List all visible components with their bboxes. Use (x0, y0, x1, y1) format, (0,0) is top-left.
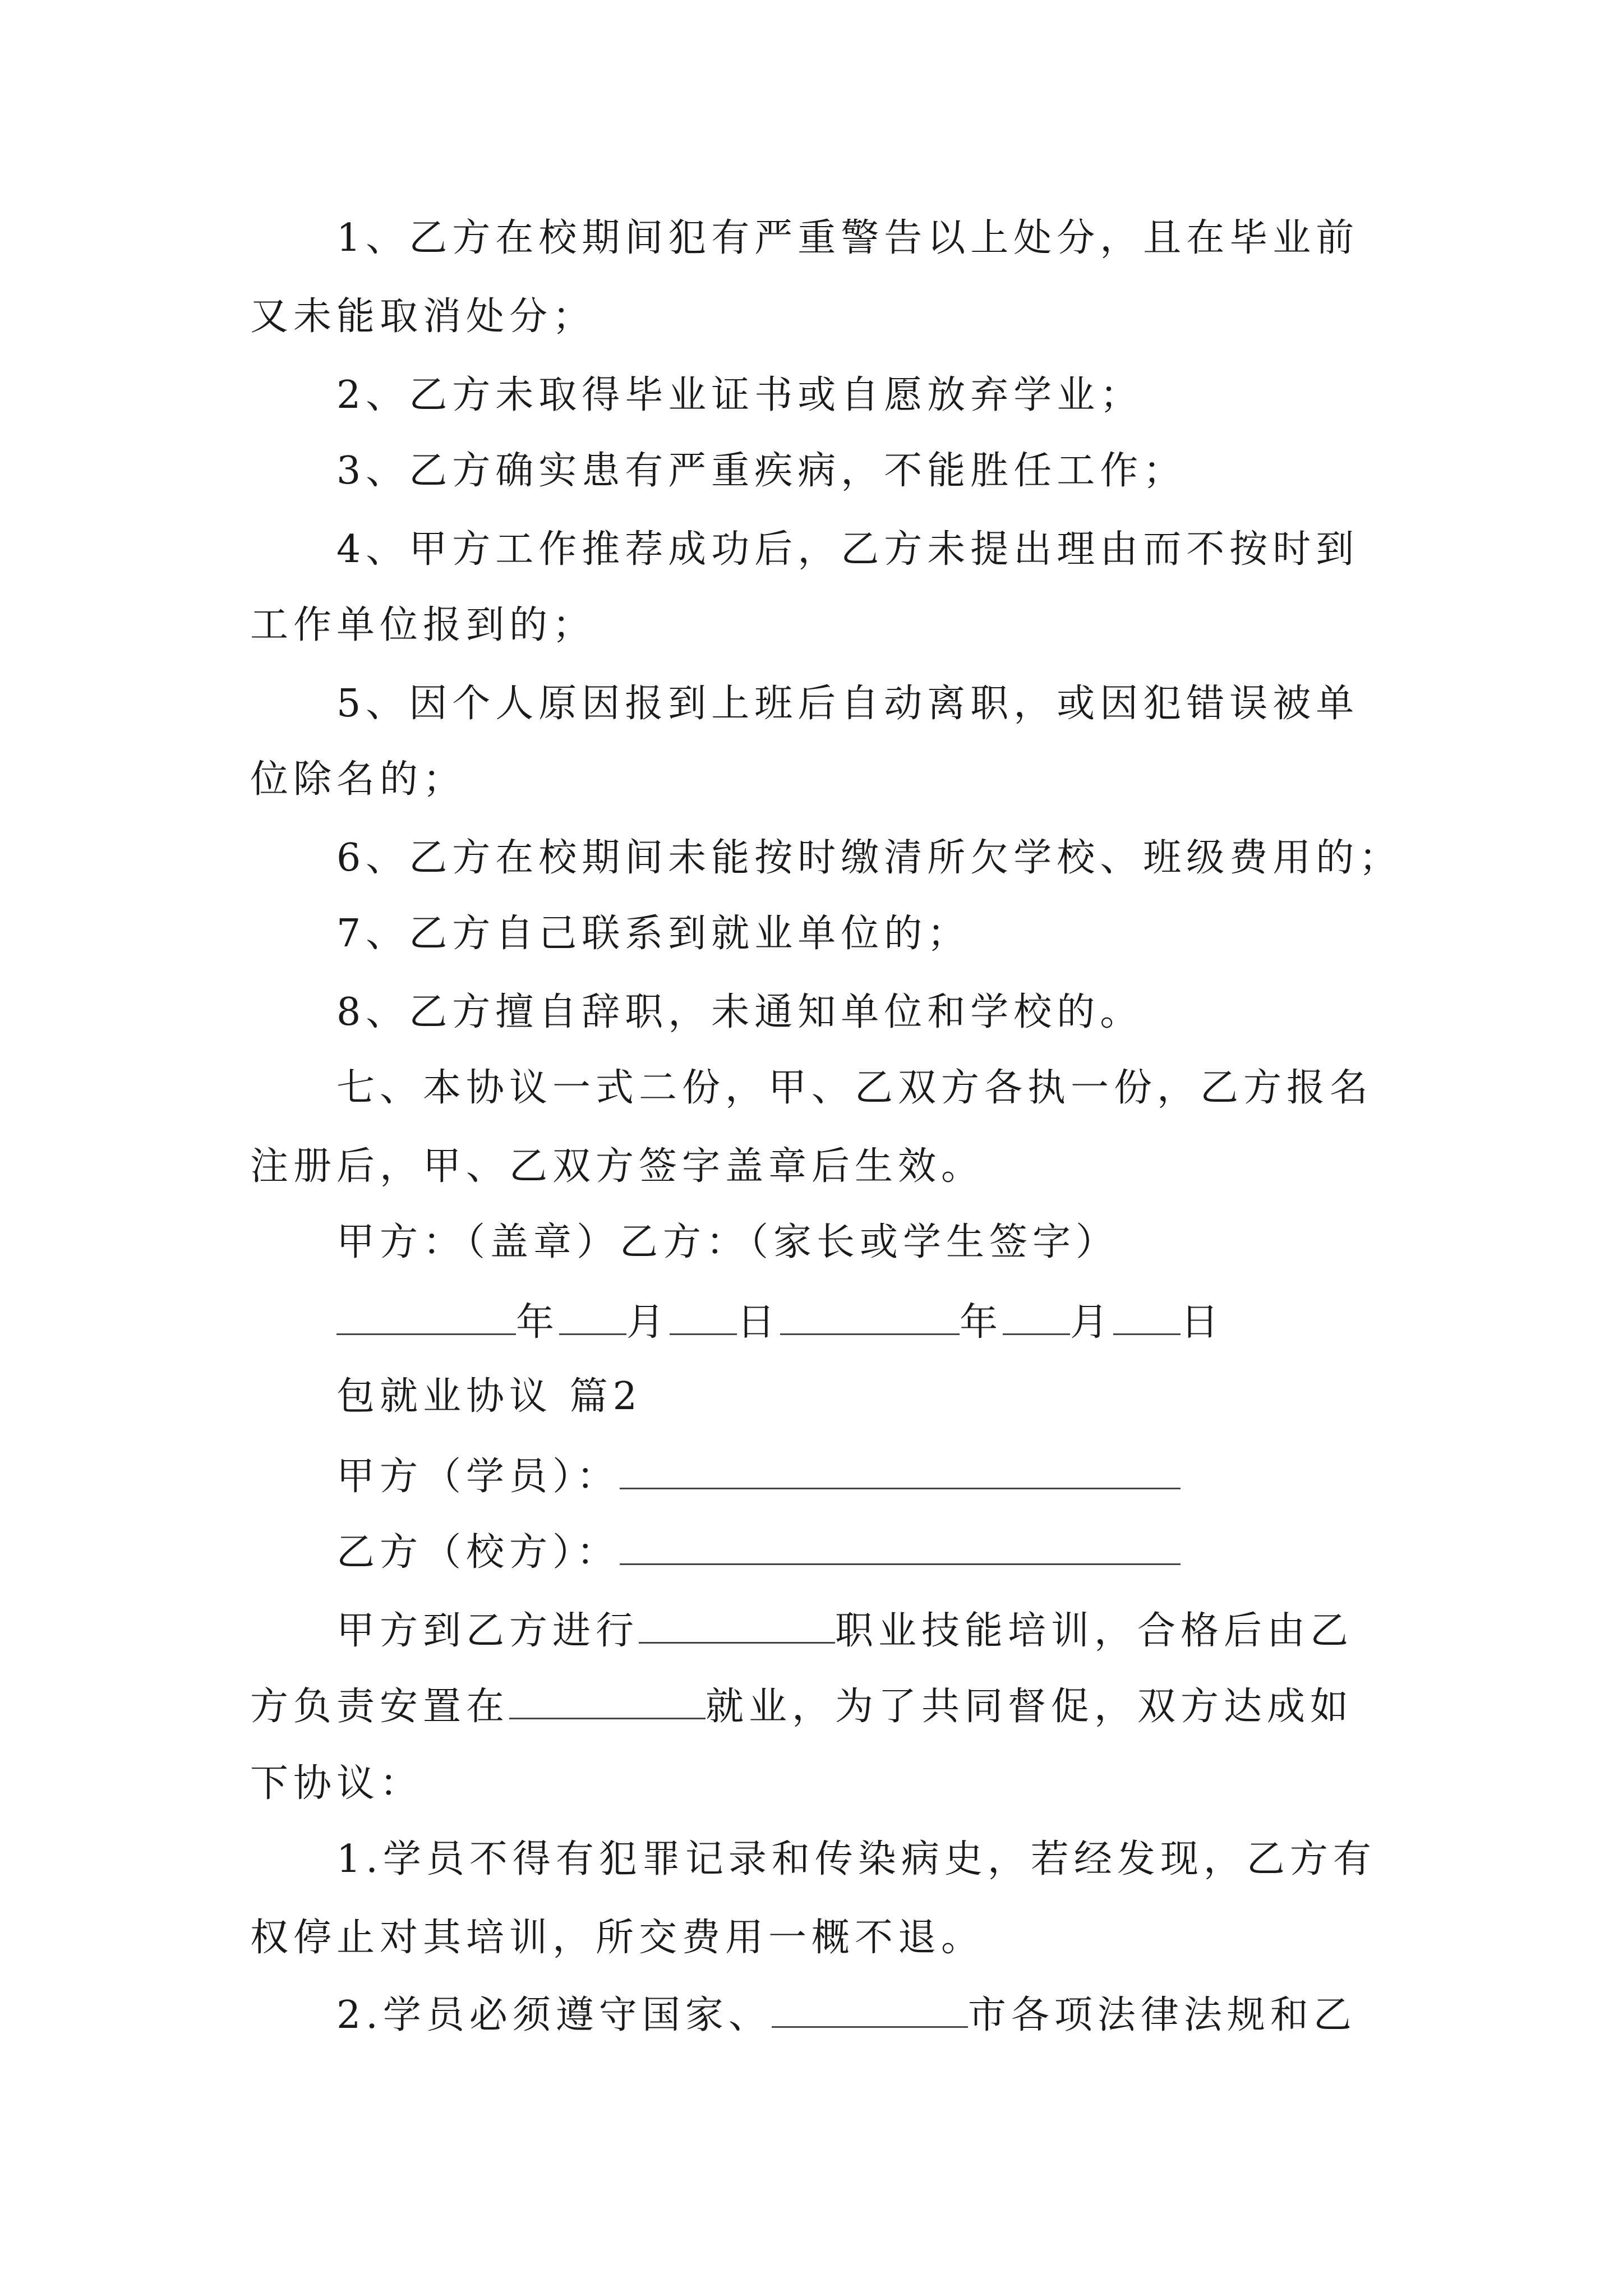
date-line (336, 1299, 1224, 1345)
day-label-2: 日 (1181, 1300, 1224, 1345)
intro-paragraph-continuation: 下协议： (250, 1761, 423, 1806)
clause-item-continuation: 权停止对其培训，所交费用一概不退。 (250, 1916, 985, 1960)
day-blank[interactable] (670, 1299, 737, 1335)
month-blank-2[interactable] (1003, 1299, 1070, 1335)
year-blank[interactable] (336, 1299, 516, 1335)
clause-text: 市各项法律法规和乙 (967, 1993, 1357, 2037)
clause-item (336, 1991, 1357, 2038)
section-title: 包就业协议 篇2 (336, 1374, 642, 1419)
placement-blank[interactable] (509, 1683, 706, 1719)
party-a-line (336, 1453, 1181, 1499)
list-item-continuation: 工作单位报到的； (250, 603, 596, 647)
party-a-blank[interactable] (620, 1453, 1181, 1489)
list-item: 3、乙方确实患有严重疾病，不能胜任工作； (336, 449, 1187, 493)
party-a-label: 甲方（学员）： (336, 1455, 620, 1499)
month-blank[interactable] (559, 1299, 626, 1335)
month-label-2: 月 (1070, 1300, 1114, 1345)
intro-text: 职业技能培训，合格后由乙 (835, 1609, 1354, 1653)
list-item: 1、乙方在校期间犯有严重警告以上处分，且在毕业前 (336, 216, 1359, 260)
intro-text: 方负责安置在 (250, 1685, 510, 1729)
signature-line: 甲方：（盖章）乙方：（家长或学生签字） (336, 1220, 1119, 1264)
intro-text: 甲方到乙方进行 (336, 1609, 639, 1653)
party-b-line (336, 1529, 1181, 1575)
day-blank-2[interactable] (1113, 1299, 1181, 1335)
list-item: 2、乙方未取得毕业证书或自愿放弃学业； (336, 373, 1144, 417)
training-blank[interactable] (639, 1607, 835, 1644)
clause-text: 2.学员必须遵守国家、 (336, 1993, 772, 2037)
intro-text: 就业，为了共同督促，双方达成如 (706, 1685, 1354, 1729)
clause-item: 1.学员不得有犯罪记录和传染病史，若经发现，乙方有 (336, 1837, 1376, 1881)
list-item: 4、甲方工作推荐成功后，乙方未提出理由而不按时到 (336, 527, 1359, 572)
month-label: 月 (626, 1300, 670, 1345)
list-item: 5、因个人原因报到上班后自动离职，或因犯错误被单 (336, 682, 1359, 726)
year-label-2: 年 (960, 1300, 1003, 1345)
list-item: 7、乙方自己联系到就业单位的； (336, 912, 971, 956)
year-label: 年 (516, 1300, 560, 1345)
city-blank[interactable] (772, 1991, 968, 2028)
clause-paragraph: 七、本协议一式二份，甲、乙双方各执一份，乙方报名 (336, 1066, 1373, 1110)
clause-paragraph-continuation: 注册后，甲、乙双方签字盖章后生效。 (250, 1144, 985, 1189)
party-b-label: 乙方（校方）： (336, 1530, 620, 1575)
list-item-continuation: 位除名的； (250, 757, 467, 802)
list-item: 6、乙方在校期间未能按时缴清所欠学校、班级费用的； (336, 836, 1403, 880)
list-item-continuation: 又未能取消处分； (250, 295, 596, 339)
intro-paragraph-continuation (250, 1683, 1353, 1729)
list-item: 8、乙方擅自辞职，未通知单位和学校的。 (336, 990, 1144, 1034)
year-blank-2[interactable] (780, 1299, 960, 1335)
day-label: 日 (737, 1300, 781, 1345)
party-b-blank[interactable] (620, 1529, 1181, 1565)
intro-paragraph (336, 1607, 1353, 1654)
